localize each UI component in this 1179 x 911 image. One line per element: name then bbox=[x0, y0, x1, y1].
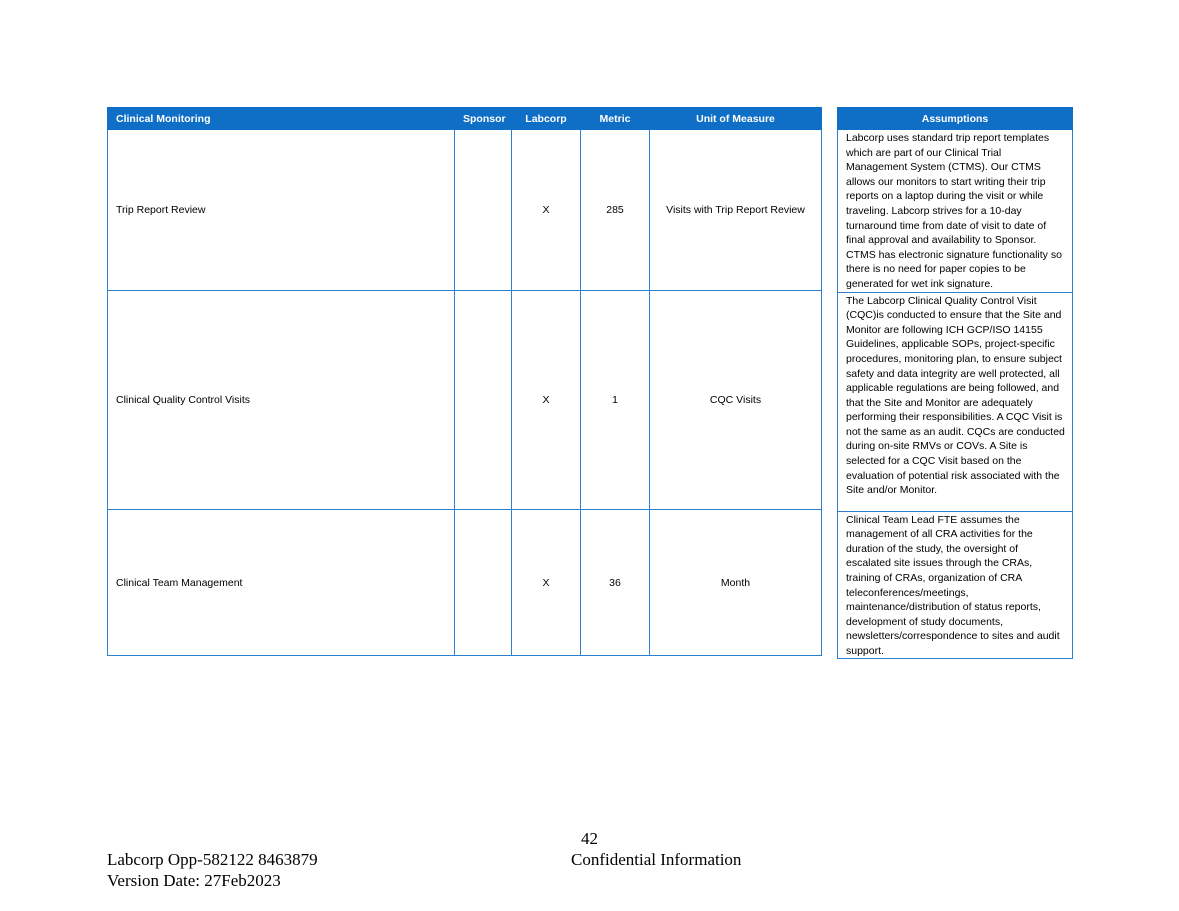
table-row bbox=[108, 130, 822, 291]
labcorp-cell: X bbox=[512, 510, 581, 656]
header-metric: Metric bbox=[581, 108, 650, 130]
confidential-label: Confidential Information bbox=[571, 850, 742, 869]
unit-cell: Month bbox=[650, 510, 822, 656]
table-row bbox=[838, 511, 1073, 659]
table-row bbox=[838, 292, 1073, 511]
unit-cell: CQC Visits bbox=[650, 291, 822, 510]
sponsor-cell bbox=[455, 291, 512, 510]
header-assumptions: Assumptions bbox=[838, 108, 1073, 130]
activity-cell: Clinical Quality Control Visits bbox=[108, 291, 455, 510]
header-labcorp: Labcorp bbox=[512, 108, 581, 130]
header-sponsor: Sponsor bbox=[455, 108, 512, 130]
clinical-monitoring-table bbox=[107, 107, 822, 656]
assumption-text: Clinical Team Lead FTE assumes the management of all CRA activities for the duration of the study, the oversight of escalated site issues through the CRAs, training of CRAs, organization of CRA teleconferences/meetings, maintenance/distribution of status reports, development of study documents, newsletters/correspondence to sites and audit support. bbox=[838, 511, 1073, 659]
labcorp-cell: X bbox=[512, 130, 581, 291]
assumption-text: Labcorp uses standard trip report templates which are part of our Clinical Trial Management System (CTMS). Our CTMS allows our monitors to start writing their trip reports on a laptop during the visit or while traveling. Labcorp strives for a 10-day turnaround time from date of visit to date of final approval and availability to Sponsor. CTMS has electronic signature functionality so there is no need for paper copies to be generated for wet ink signature. bbox=[838, 130, 1073, 293]
document-id: Labcorp Opp-582122 8463879 bbox=[107, 850, 318, 869]
table-row bbox=[108, 510, 822, 656]
metric-cell: 1 bbox=[581, 291, 650, 510]
sponsor-cell bbox=[455, 510, 512, 656]
header-clinical-monitoring: Clinical Monitoring bbox=[108, 108, 455, 130]
assumption-text: The Labcorp Clinical Quality Control Visit (CQC)is conducted to ensure that the Site and Monitor are following ICH GCP/ISO 14155 Guidelines, applicable SOPs, project-specific procedures, monitoring plan, to ensure subject safety and data integrity are well protected, all applicable regulations are being followed, and that the Site and Monitor are adequately performing their responsibilities. A CQC Visit is not the same as an audit. CQCs are conducted during on-site RMVs or COVs. A Site is selected for a CQC Visit based on the evaluation of potential risk associated with the Site and/or Monitor. bbox=[838, 292, 1073, 511]
table-row bbox=[838, 130, 1073, 293]
sponsor-cell bbox=[455, 130, 512, 291]
activity-cell: Trip Report Review bbox=[108, 130, 455, 291]
table-row bbox=[108, 291, 822, 510]
unit-cell: Visits with Trip Report Review bbox=[650, 130, 822, 291]
metric-cell: 36 bbox=[581, 510, 650, 656]
table-header-row bbox=[838, 108, 1073, 130]
labcorp-cell: X bbox=[512, 291, 581, 510]
activity-cell: Clinical Team Management bbox=[108, 510, 455, 656]
metric-cell: 285 bbox=[581, 130, 650, 291]
assumptions-table bbox=[837, 107, 1073, 659]
header-unit-of-measure: Unit of Measure bbox=[650, 108, 822, 130]
table-header-row bbox=[108, 108, 822, 130]
page-number: 42 bbox=[581, 829, 598, 848]
version-date: Version Date: 27Feb2023 bbox=[107, 871, 281, 890]
